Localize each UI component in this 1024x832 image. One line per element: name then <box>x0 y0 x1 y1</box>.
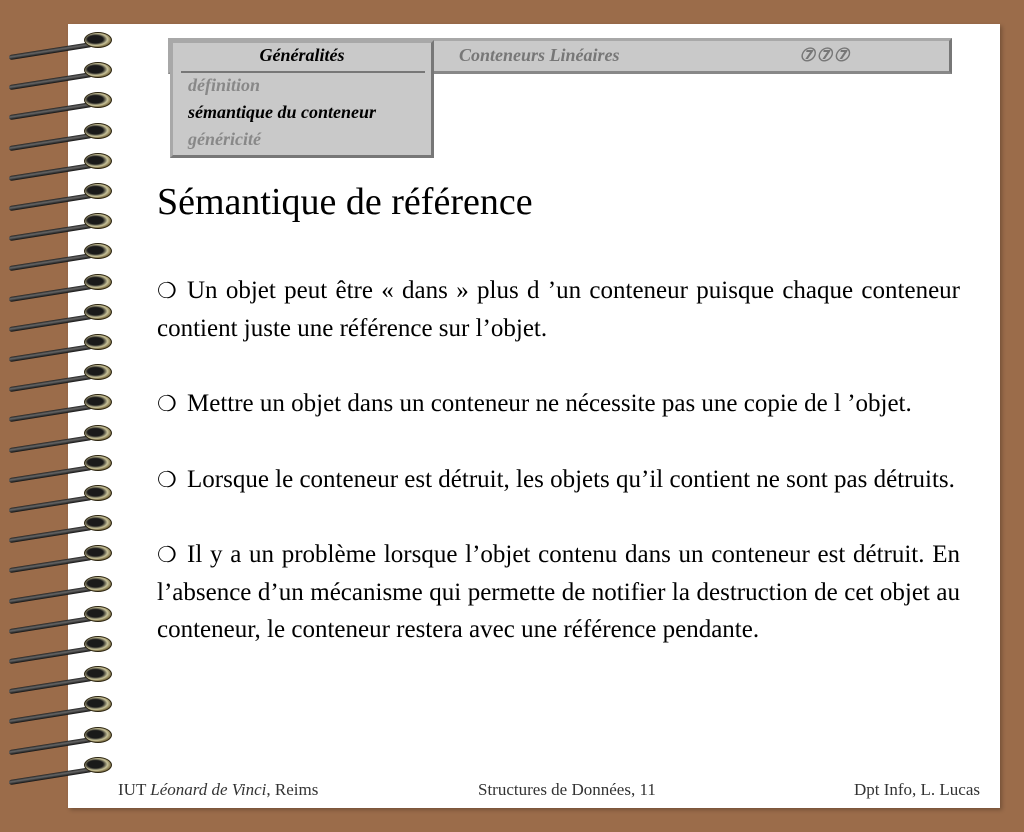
footer-institution-name: Léonard de Vinci <box>150 780 267 799</box>
spiral-ring <box>8 634 112 658</box>
spiral-hole <box>84 394 112 410</box>
bullet-item <box>157 385 960 423</box>
spiral-ring <box>8 604 112 628</box>
spiral-wire <box>9 374 93 392</box>
slide-title: Sémantique de référence <box>157 181 533 223</box>
spiral-wire <box>9 435 93 453</box>
spiral-hole <box>84 455 112 471</box>
spiral-wire <box>9 133 93 151</box>
spiral-ring <box>8 574 112 598</box>
spiral-ring <box>8 151 112 175</box>
bullet-text: Lorsque le conteneur est détruit, les objets qu’il contient ne sont pas détruits. <box>187 465 955 493</box>
bullet-item <box>157 536 960 649</box>
spiral-hole <box>84 515 112 531</box>
spiral-wire <box>9 344 93 362</box>
spiral-hole <box>84 425 112 441</box>
spiral-ring <box>8 423 112 447</box>
bullet-text: Mettre un objet dans un conteneur ne nécessite pas une copie de l ’objet. <box>187 390 912 417</box>
spiral-hole <box>84 32 112 48</box>
bullet-marker-icon: ❍ <box>157 391 177 416</box>
spiral-binding <box>0 30 120 810</box>
spiral-wire <box>9 42 93 60</box>
spiral-ring <box>8 181 112 205</box>
bullet-item <box>157 461 960 499</box>
spiral-hole <box>84 606 112 622</box>
spiral-wire <box>9 465 93 483</box>
spiral-wire <box>9 525 93 543</box>
nav-divider <box>181 71 425 73</box>
spiral-hole <box>84 153 112 169</box>
bullet-marker-icon: ❍ <box>157 278 177 303</box>
spiral-hole <box>84 757 112 773</box>
spiral-wire <box>9 555 93 573</box>
bullet-list <box>157 272 960 687</box>
spiral-wire <box>9 163 93 181</box>
tab-conteneurs-lineaires[interactable]: Conteneurs Linéaires <box>459 45 620 65</box>
spiral-ring <box>8 453 112 477</box>
spiral-wire <box>9 193 93 211</box>
bullet-marker-icon: ❍ <box>157 542 177 567</box>
spiral-hole <box>84 696 112 712</box>
spiral-hole <box>84 636 112 652</box>
spiral-ring <box>8 241 112 265</box>
spiral-ring <box>8 90 112 114</box>
spiral-hole <box>84 243 112 259</box>
spiral-wire <box>9 616 93 634</box>
spiral-wire <box>9 253 93 271</box>
spiral-ring <box>8 392 112 416</box>
spiral-ring <box>8 121 112 145</box>
bullet-text: Il y a un problème lorsque l’objet contenu dans un conteneur est détruit. En l’absence d’un mécanisme qui permette de notifier la destruction de cet objet au conteneur, le conteneur restera avec une référence pendante. <box>157 541 960 643</box>
spiral-ring <box>8 755 112 779</box>
spiral-ring <box>8 513 112 537</box>
spiral-hole <box>84 334 112 350</box>
spiral-hole <box>84 62 112 78</box>
spiral-hole <box>84 183 112 199</box>
spiral-wire <box>9 102 93 120</box>
spiral-wire <box>9 586 93 604</box>
spiral-wire <box>9 737 93 755</box>
subitem-genericite[interactable]: généricité <box>188 129 261 149</box>
spiral-ring <box>8 211 112 235</box>
tab-generalites-label: Généralités <box>259 45 345 65</box>
spiral-wire <box>9 767 93 785</box>
spiral-hole <box>84 92 112 108</box>
footer-institution-city: , Reims <box>266 780 319 799</box>
bullet-text: Un objet peut être « dans » plus d ’un conteneur puisque chaque conteneur contient juste une référence sur l’objet. <box>157 277 960 342</box>
footer-course: Structures de Données, 11 <box>478 780 656 799</box>
spiral-hole <box>84 304 112 320</box>
spiral-hole <box>84 364 112 380</box>
bullet-marker-icon: ❍ <box>157 466 177 492</box>
spiral-wire <box>9 495 93 513</box>
spiral-wire <box>9 314 93 332</box>
spiral-ring <box>8 483 112 507</box>
spiral-wire <box>9 284 93 302</box>
subitem-semantique-du-conteneur[interactable]: sémantique du conteneur <box>188 102 377 122</box>
spiral-ring <box>8 362 112 386</box>
spiral-hole <box>84 545 112 561</box>
footer-author: Dpt Info, L. Lucas <box>853 780 980 799</box>
subitem-definition[interactable]: définition <box>188 75 261 95</box>
spiral-hole <box>84 123 112 139</box>
spiral-ring <box>8 332 112 356</box>
spiral-hole <box>84 576 112 592</box>
spiral-hole <box>84 213 112 229</box>
tab-generalites[interactable] <box>170 40 434 158</box>
slide-page <box>68 24 1000 808</box>
tab-more-sections[interactable]: ⑦⑦⑦ <box>799 45 851 65</box>
spiral-ring <box>8 302 112 326</box>
bullet-item <box>157 272 960 347</box>
footer-institution-prefix: IUT <box>118 780 151 799</box>
spiral-wire <box>9 646 93 664</box>
spiral-wire <box>9 404 93 422</box>
spiral-hole <box>84 485 112 501</box>
spiral-ring <box>8 272 112 296</box>
spiral-wire <box>9 223 93 241</box>
spiral-wire <box>9 676 93 694</box>
spiral-ring <box>8 60 112 84</box>
spiral-wire <box>9 706 93 724</box>
spiral-wire <box>9 72 93 90</box>
spiral-ring <box>8 725 112 749</box>
spiral-hole <box>84 274 112 290</box>
footer-institution <box>118 780 318 800</box>
spiral-ring <box>8 543 112 567</box>
spiral-hole <box>84 666 112 682</box>
spiral-ring <box>8 664 112 688</box>
spiral-hole <box>84 727 112 743</box>
spiral-ring <box>8 694 112 718</box>
spiral-ring <box>8 30 112 54</box>
